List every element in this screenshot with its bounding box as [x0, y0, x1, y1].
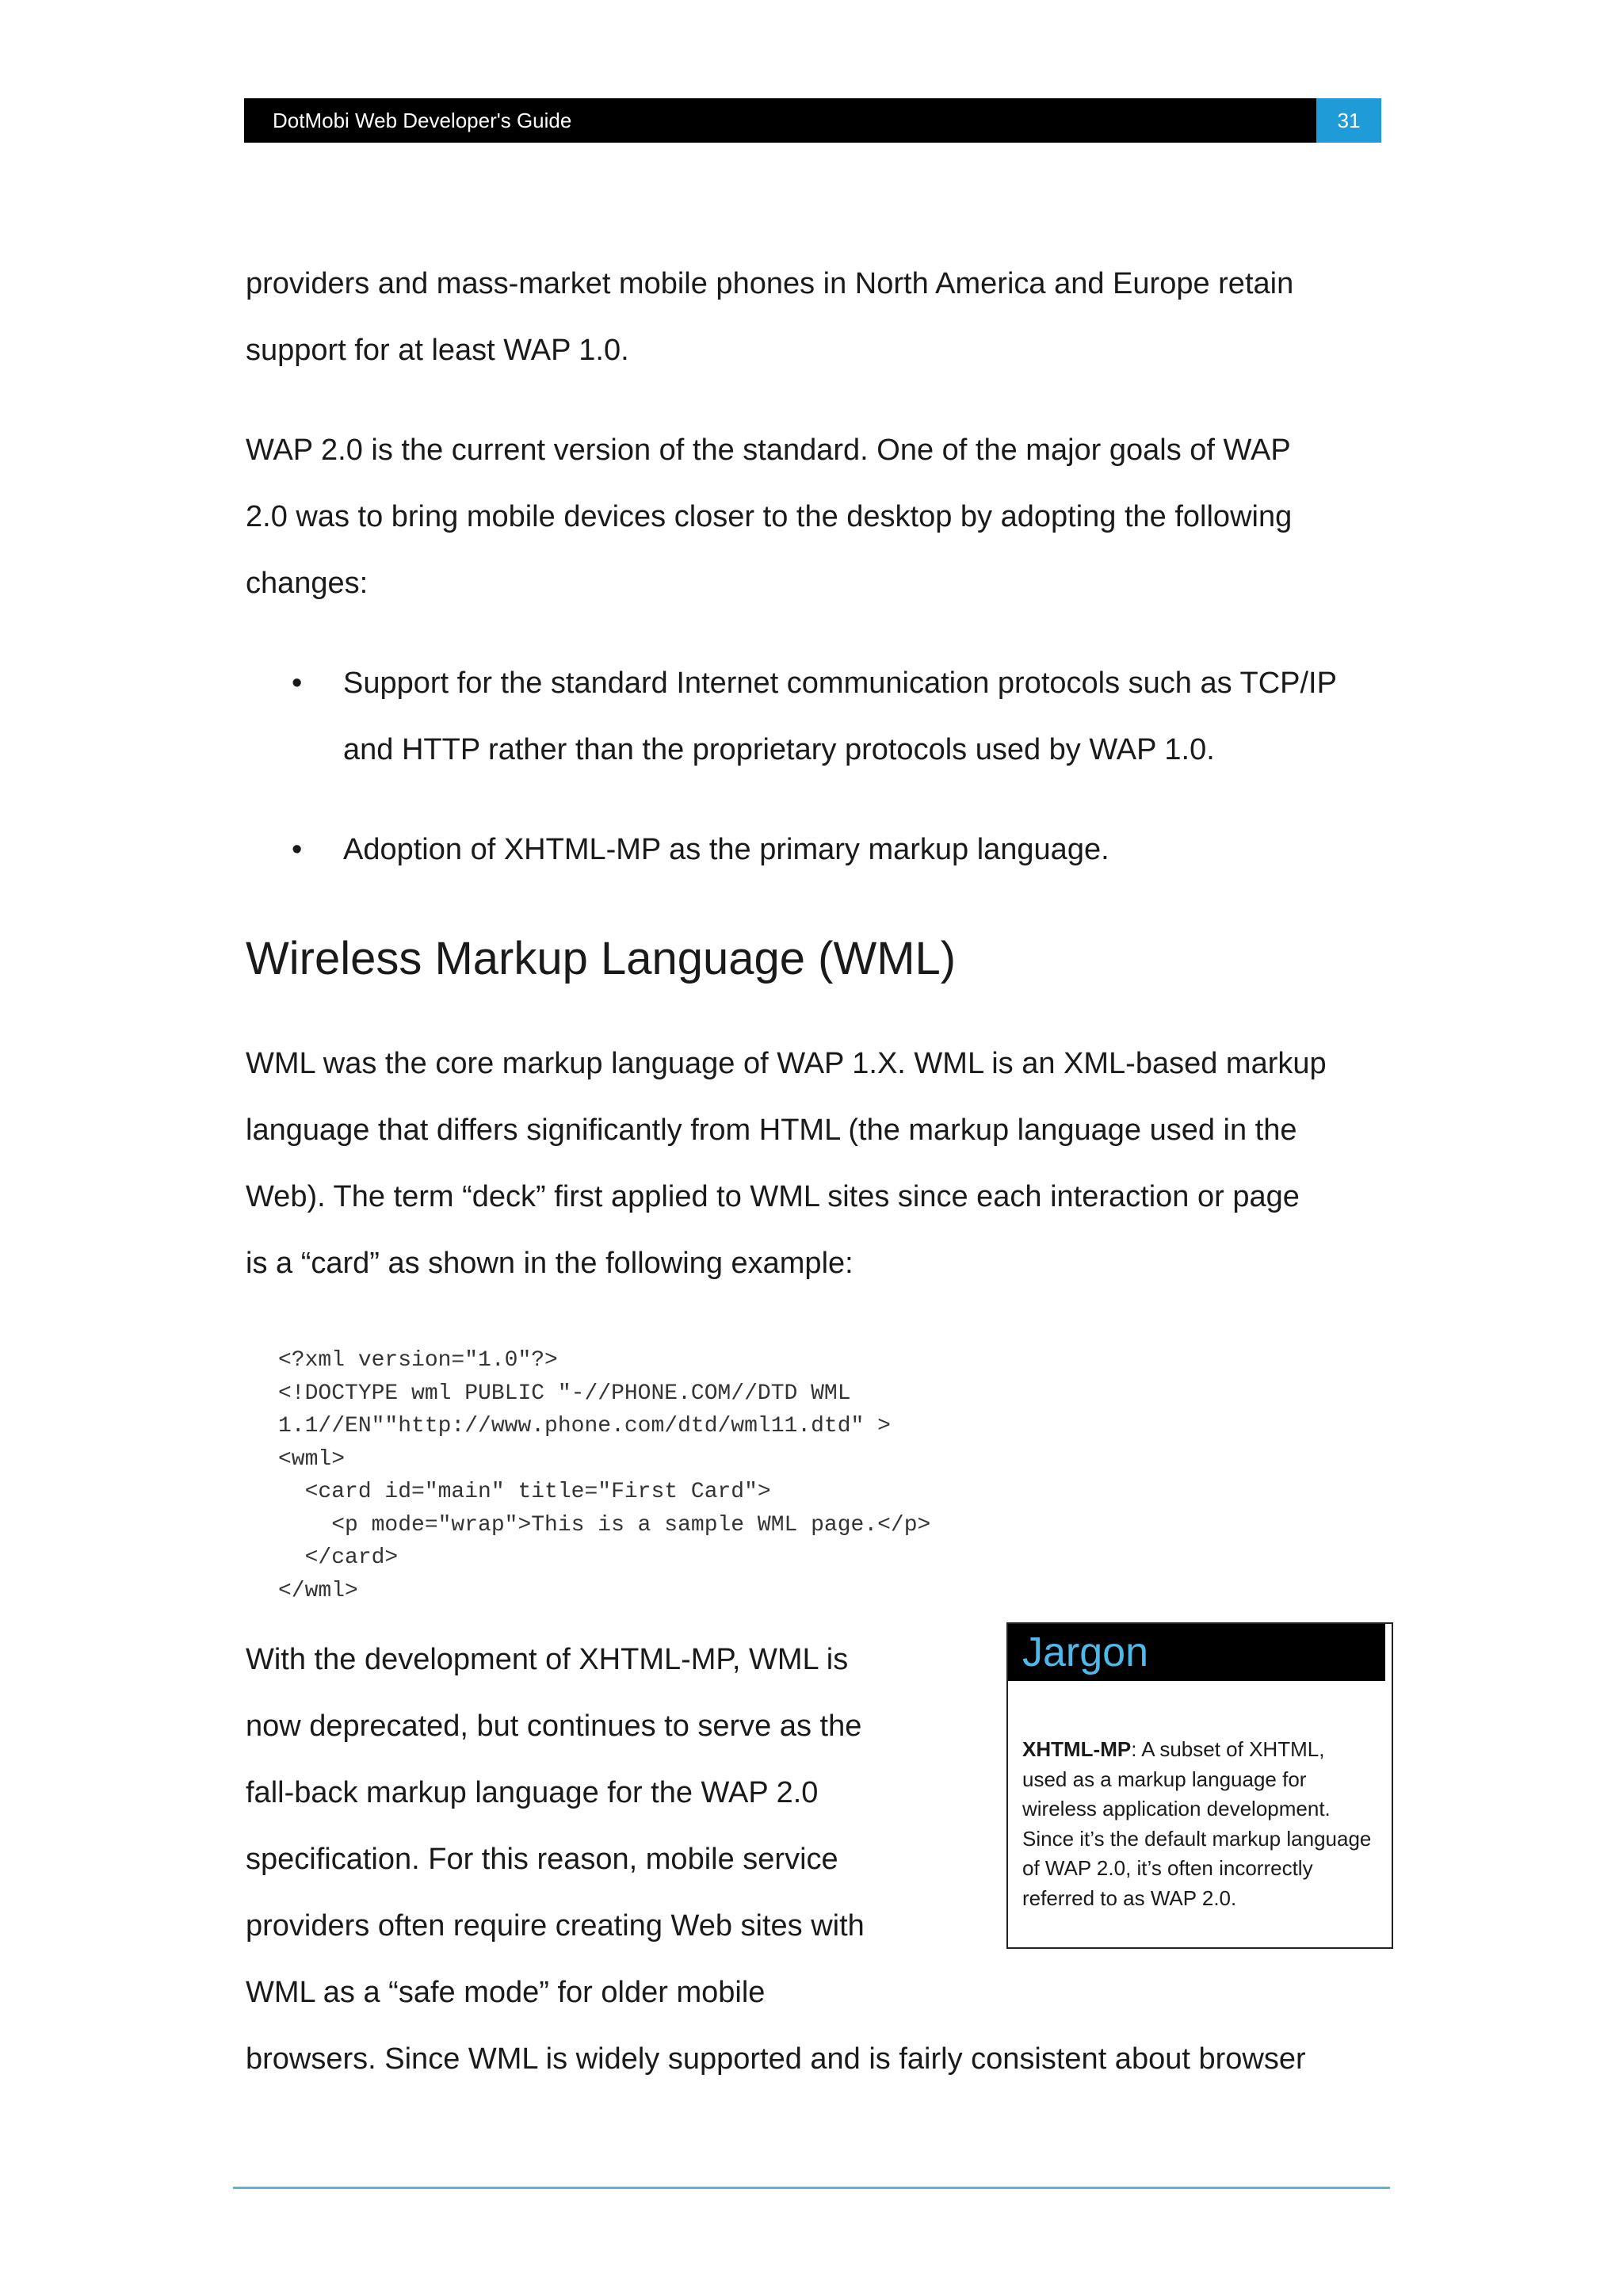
- bullet-1-line-1: Support for the standard Internet communication protocols such as TCP/IP: [343, 667, 1337, 700]
- code-line: </card>: [278, 1545, 399, 1570]
- definition-line: referred to as WAP 2.0.: [1022, 1885, 1237, 1910]
- definition-line: of WAP 2.0, it’s often incorrectly: [1022, 1856, 1313, 1880]
- jargon-header: [1008, 1624, 1385, 1681]
- bullet-1-line-2: and HTTP rather than the proprietary protocols used by WAP 1.0.: [343, 733, 1215, 766]
- paragraph-2-line-2: 2.0 was to bring mobile devices closer to the desktop by adopting the following: [246, 500, 1293, 533]
- code-line: <card id="main" title="First Card">: [278, 1480, 771, 1504]
- paragraph-2-line-3: changes:: [246, 567, 369, 600]
- jargon-sidebar: [1006, 1622, 1393, 1949]
- jargon-definition: [1022, 1735, 1387, 1913]
- definition-line-1: [1022, 1735, 1387, 1765]
- code-line: <wml>: [278, 1446, 346, 1472]
- paragraph-4-line-3: fall-back markup language for the WAP 2.0: [246, 1776, 819, 1809]
- jargon-term: XHTML-MP: [1022, 1737, 1132, 1761]
- page-header: [244, 98, 1381, 143]
- code-line: </wml>: [278, 1578, 358, 1603]
- code-line: <?xml version="1.0"?>: [278, 1348, 558, 1373]
- bullet-marker: •: [292, 667, 303, 700]
- paragraph-3-line-1: WML was the core markup language of WAP 1.X. WML is an XML-based markup: [246, 1047, 1327, 1080]
- jargon-title: Jargon: [1022, 1629, 1148, 1675]
- definition-line: used as a markup language for: [1022, 1767, 1307, 1791]
- definition-text: : A subset of XHTML,: [1131, 1737, 1325, 1761]
- paragraph-3-line-4: is a “card” as shown in the following example:: [246, 1247, 854, 1280]
- paragraph-1-line-1: providers and mass-market mobile phones in North America and Europe retain: [246, 267, 1294, 300]
- section-heading: Wireless Markup Language (WML): [246, 933, 957, 984]
- code-line: 1.1//EN""http://www.phone.com/dtd/wml11.dtd" >: [278, 1414, 891, 1438]
- footer-rule: [233, 2187, 1390, 2189]
- paragraph-4-line-7: browsers. Since WML is widely supported and is fairly consistent about browser: [246, 2042, 1306, 2076]
- definition-line: wireless application development.: [1022, 1797, 1331, 1820]
- paragraph-4-line-6: WML as a “safe mode” for older mobile: [246, 1976, 766, 2009]
- paragraph-4-line-4: specification. For this reason, mobile service: [246, 1843, 838, 1876]
- code-sample: [278, 1344, 930, 1607]
- paragraph-3-line-2: language that differs significantly from HTML (the markup language used in the: [246, 1114, 1297, 1147]
- document-title: DotMobi Web Developer's Guide: [273, 109, 572, 132]
- paragraph-3-line-3: Web). The term “deck” first applied to WML sites since each interaction or page: [246, 1180, 1300, 1213]
- bullet-marker: •: [292, 833, 303, 866]
- code-line: <!DOCTYPE wml PUBLIC "-//PHONE.COM//DTD WML: [278, 1381, 851, 1406]
- bullet-2-line-1: Adoption of XHTML-MP as the primary markup language.: [343, 833, 1109, 866]
- page-number: 31: [1316, 98, 1381, 143]
- paragraph-1-line-2: support for at least WAP 1.0.: [246, 334, 629, 367]
- paragraph-4-line-5: providers often require creating Web sites with: [246, 1909, 865, 1943]
- paragraph-4-line-1: With the development of XHTML-MP, WML is: [246, 1643, 849, 1676]
- paragraph-4-line-2: now deprecated, but continues to serve as the: [246, 1710, 862, 1743]
- definition-line: Since it’s the default markup language: [1022, 1826, 1372, 1851]
- paragraph-2-line-1: WAP 2.0 is the current version of the standard. One of the major goals of WAP: [246, 434, 1291, 467]
- code-line: <p mode="wrap">This is a sample WML page.</p>: [278, 1512, 931, 1538]
